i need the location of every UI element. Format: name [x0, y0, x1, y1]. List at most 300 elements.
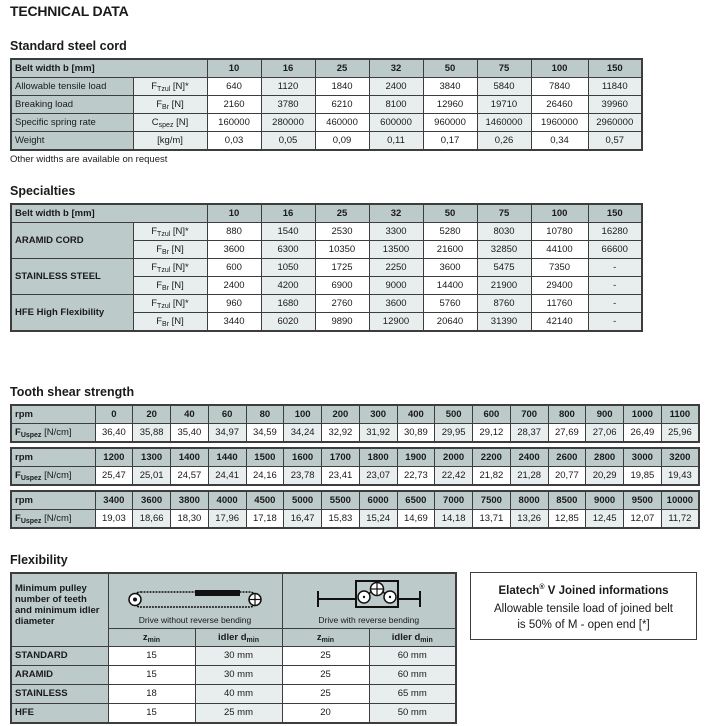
force-value: 25,96: [661, 424, 699, 443]
z-min-value-1: 15: [108, 665, 195, 684]
force-value: 19,03: [95, 510, 133, 529]
tooth-shear-table-2: [10, 447, 700, 486]
rpm-value: 2000: [435, 448, 473, 467]
width-header: 50: [423, 204, 477, 223]
value-cell: 11760: [531, 295, 588, 313]
force-value: 15,83: [322, 510, 360, 529]
force-row: [11, 424, 699, 443]
rpm-value: 3200: [661, 448, 699, 467]
row-label: Specific spring rate: [11, 114, 133, 132]
rpm-value: 2800: [586, 448, 624, 467]
value-cell: 10780: [531, 223, 588, 241]
rpm-value: 10000: [661, 491, 699, 510]
z-min-value-2: 20: [282, 703, 369, 723]
force-value: 24,41: [208, 467, 246, 486]
value-cell: 5760: [423, 295, 477, 313]
value-cell: 0,26: [477, 132, 531, 151]
value-cell: 3840: [423, 78, 477, 96]
row-symbol-symbol: F: [151, 298, 158, 309]
flexibility-row: [11, 684, 456, 703]
rpm-value: 800: [548, 405, 586, 424]
value-cell: 1960000: [531, 114, 588, 132]
force-symbol: F: [15, 470, 21, 481]
row-symbol-symbol: F: [151, 262, 158, 273]
row-symbol-unit: [N]*: [170, 298, 189, 309]
rpm-value: 4500: [246, 491, 284, 510]
value-cell: 2960000: [588, 114, 642, 132]
force-label: [11, 510, 95, 529]
rpm-value: 40: [171, 405, 209, 424]
row-symbol: [133, 132, 207, 151]
value-cell: 2760: [315, 295, 369, 313]
rpm-value: 200: [322, 405, 360, 424]
row-symbol-unit: [kg/m]: [157, 135, 183, 146]
drive-with-reverse-bending: [282, 573, 456, 628]
width-header: 150: [588, 59, 642, 78]
row-symbol: [133, 78, 207, 96]
value-cell: 6300: [261, 241, 315, 259]
z-min-header-2: $z_{min}$: [282, 628, 369, 646]
value-cell: 3600: [207, 241, 261, 259]
idler-dmin-value-2: 60 mm: [369, 665, 456, 684]
force-value: 23,07: [359, 467, 397, 486]
value-cell: 12960: [423, 96, 477, 114]
rpm-value: 1500: [246, 448, 284, 467]
table-row: [11, 223, 642, 241]
force-value: 19,85: [624, 467, 662, 486]
width-header: 150: [588, 204, 642, 223]
rpm-value: 9500: [624, 491, 662, 510]
flexibility-title: Flexibility: [10, 553, 68, 567]
row-symbol-unit: [N]: [173, 117, 189, 128]
row-symbol-subscript: spez: [158, 122, 174, 129]
value-cell: 880: [207, 223, 261, 241]
value-cell: 6210: [315, 96, 369, 114]
value-cell: 32850: [477, 241, 531, 259]
table-row: [11, 259, 642, 277]
rpm-label: rpm: [11, 448, 95, 467]
force-value: 27,06: [586, 424, 624, 443]
row-symbol-symbol: F: [151, 81, 158, 92]
force-value: 27,69: [548, 424, 586, 443]
force-value: 25,01: [133, 467, 171, 486]
row-symbol-unit: [N]*: [170, 81, 189, 92]
force-value: 23,78: [284, 467, 322, 486]
value-cell: 6900: [315, 277, 369, 295]
rpm-value: 100: [284, 405, 322, 424]
row-symbol-unit: [N]: [169, 244, 184, 255]
z-min-value-2: 25: [282, 665, 369, 684]
value-cell: 3440: [207, 313, 261, 332]
material-label: STAINLESS: [11, 684, 108, 703]
flexibility-row: [11, 665, 456, 684]
rpm-value: 5000: [284, 491, 322, 510]
row-label: Breaking load: [11, 96, 133, 114]
group-label: STAINLESS STEEL: [11, 259, 133, 295]
value-cell: 6020: [261, 313, 315, 332]
force-value: 14,69: [397, 510, 435, 529]
value-cell: -: [588, 295, 642, 313]
rpm-value: 2600: [548, 448, 586, 467]
tooth-shear-table-1: [10, 404, 700, 443]
value-cell: 10350: [315, 241, 369, 259]
force-value: 14,18: [435, 510, 473, 529]
table-row: [11, 78, 642, 96]
drive-with-reverse-bending-icon: [314, 579, 424, 611]
width-header: 50: [423, 59, 477, 78]
force-value: 34,97: [208, 424, 246, 443]
force-value: 22,42: [435, 467, 473, 486]
row-symbol-subscript: Tzul: [157, 267, 171, 274]
force-value: 20,77: [548, 467, 586, 486]
row-symbol-unit: [N]*: [170, 226, 189, 237]
value-cell: 2250: [369, 259, 423, 277]
flexibility-row: [11, 646, 456, 665]
rpm-value: 600: [473, 405, 511, 424]
rpm-value: 1600: [284, 448, 322, 467]
idler-dmin-value-1: 40 mm: [195, 684, 282, 703]
row-label: Allowable tensile load: [11, 78, 133, 96]
header-row: [11, 204, 642, 223]
value-cell: 7840: [531, 78, 588, 96]
rpm-value: 3000: [624, 448, 662, 467]
z-min-value-1: 15: [108, 703, 195, 723]
rpm-value: 4000: [208, 491, 246, 510]
force-unit: [N/cm]: [41, 470, 72, 481]
value-cell: 5280: [423, 223, 477, 241]
value-cell: 8760: [477, 295, 531, 313]
row-symbol-subscript: Tzul: [157, 303, 171, 310]
force-value: 24,57: [171, 467, 209, 486]
force-value: 20,29: [586, 467, 624, 486]
value-cell: 1725: [315, 259, 369, 277]
row-symbol-subscript: Br: [162, 321, 170, 328]
value-cell: 960: [207, 295, 261, 313]
row-symbol-unit: [N]: [169, 280, 184, 291]
value-cell: 1460000: [477, 114, 531, 132]
value-cell: 600000: [369, 114, 423, 132]
rpm-value: 1440: [208, 448, 246, 467]
specialties-title: Specialties: [10, 184, 76, 198]
rpm-row: [11, 448, 699, 467]
value-cell: 39960: [588, 96, 642, 114]
width-header: 25: [315, 204, 369, 223]
rpm-value: 1300: [133, 448, 171, 467]
value-cell: 1120: [261, 78, 315, 96]
value-cell: 1050: [261, 259, 315, 277]
force-subscript: Uspez: [20, 432, 42, 439]
value-cell: 9890: [315, 313, 369, 332]
row-symbol-subscript: Br: [162, 249, 170, 256]
rpm-label: rpm: [11, 405, 95, 424]
page-title: TECHNICAL DATA: [10, 3, 129, 19]
rpm-value: 3400: [95, 491, 133, 510]
value-cell: 13500: [369, 241, 423, 259]
rpm-value: 7000: [435, 491, 473, 510]
material-label: HFE: [11, 703, 108, 723]
value-cell: 1840: [315, 78, 369, 96]
value-cell: 3600: [369, 295, 423, 313]
force-unit: [N/cm]: [41, 427, 72, 438]
value-cell: -: [588, 259, 642, 277]
force-value: 13,26: [510, 510, 548, 529]
value-cell: 280000: [261, 114, 315, 132]
value-cell: 3300: [369, 223, 423, 241]
rpm-value: 500: [435, 405, 473, 424]
value-cell: 2160: [207, 96, 261, 114]
table-row: [11, 114, 642, 132]
width-header: 32: [369, 59, 423, 78]
force-value: 23,41: [322, 467, 360, 486]
drive-without-reverse-bending: [108, 573, 282, 628]
rpm-value: 6000: [359, 491, 397, 510]
value-cell: 640: [207, 78, 261, 96]
standard-steel-cord-table: [10, 58, 643, 151]
width-header: 32: [369, 204, 423, 223]
table-row: [11, 96, 642, 114]
row-symbol: [133, 241, 207, 259]
flexibility-row: [11, 703, 456, 723]
value-cell: 12900: [369, 313, 423, 332]
value-cell: 600: [207, 259, 261, 277]
row-symbol-symbol: C: [151, 117, 159, 128]
row-symbol: [133, 259, 207, 277]
rpm-value: 9000: [586, 491, 624, 510]
z-min-value-1: 18: [108, 684, 195, 703]
row-symbol-symbol: F: [156, 316, 163, 327]
width-header: 100: [531, 204, 588, 223]
value-cell: 5475: [477, 259, 531, 277]
force-value: 18,30: [171, 510, 209, 529]
tooth-shear-table-3: [10, 490, 700, 529]
value-cell: 3600: [423, 259, 477, 277]
force-value: 35,88: [133, 424, 171, 443]
force-label: [11, 424, 95, 443]
value-cell: 21600: [423, 241, 477, 259]
rpm-value: 400: [397, 405, 435, 424]
value-cell: 460000: [315, 114, 369, 132]
flexibility-row-header: Minimum pulley number of teeth and minimum idler diameter: [11, 573, 108, 646]
rpm-value: 0: [95, 405, 133, 424]
tooth-shear-title: Tooth shear strength: [10, 385, 135, 399]
table-row: [11, 295, 642, 313]
row-symbol: [133, 277, 207, 295]
drive-with-reverse-bending-label: Drive with reverse bending: [318, 614, 420, 625]
joined-info-box: [470, 572, 697, 640]
specialties-table: [10, 203, 643, 332]
row-label: Weight: [11, 132, 133, 151]
force-value: 12,85: [548, 510, 586, 529]
idler-dmin-value-2: 50 mm: [369, 703, 456, 723]
value-cell: 26460: [531, 96, 588, 114]
force-value: 15,24: [359, 510, 397, 529]
row-symbol-subscript: Tzul: [157, 86, 171, 93]
rpm-value: 1100: [661, 405, 699, 424]
joined-info-body: Allowable tensile load of joined belt is 50% of M - open end [*]: [493, 602, 673, 631]
force-subscript: Uspez: [20, 518, 42, 525]
idler-dmin-value-1: 25 mm: [195, 703, 282, 723]
rpm-value: 700: [510, 405, 548, 424]
force-value: 31,92: [359, 424, 397, 443]
width-header: 75: [477, 59, 531, 78]
force-value: 28,37: [510, 424, 548, 443]
rpm-value: 1000: [624, 405, 662, 424]
table-row: [11, 132, 642, 151]
force-value: 34,24: [284, 424, 322, 443]
idler-dmin-value-1: 30 mm: [195, 665, 282, 684]
row-symbol-symbol: F: [151, 226, 158, 237]
value-cell: 2400: [207, 277, 261, 295]
row-symbol-subscript: Br: [162, 104, 170, 111]
value-cell: 0,05: [261, 132, 315, 151]
row-symbol-subscript: Br: [162, 285, 170, 292]
rpm-value: 2400: [510, 448, 548, 467]
force-value: 13,71: [473, 510, 511, 529]
material-label: STANDARD: [11, 646, 108, 665]
value-cell: 0,57: [588, 132, 642, 151]
row-symbol-symbol: F: [156, 99, 163, 110]
value-cell: 21900: [477, 277, 531, 295]
row-symbol-unit: [N]: [169, 99, 184, 110]
value-cell: 16280: [588, 223, 642, 241]
width-header: 25: [315, 59, 369, 78]
rpm-value: 8000: [510, 491, 548, 510]
rpm-value: 6500: [397, 491, 435, 510]
row-symbol-unit: [N]: [169, 316, 184, 327]
force-value: 25,47: [95, 467, 133, 486]
rpm-value: 900: [586, 405, 624, 424]
standard-steel-cord-title: Standard steel cord: [10, 39, 127, 53]
width-header: 75: [477, 204, 531, 223]
force-subscript: Uspez: [20, 475, 42, 482]
force-value: 22,73: [397, 467, 435, 486]
row-symbol: [133, 223, 207, 241]
rpm-row: [11, 491, 699, 510]
force-value: 36,40: [95, 424, 133, 443]
rpm-value: 5500: [322, 491, 360, 510]
value-cell: 960000: [423, 114, 477, 132]
widths-note: Other widths are available on request: [10, 154, 168, 165]
force-value: 26,49: [624, 424, 662, 443]
force-value: 34,59: [246, 424, 284, 443]
force-value: 17,96: [208, 510, 246, 529]
force-row: [11, 510, 699, 529]
row-symbol-subscript: Tzul: [157, 231, 171, 238]
value-cell: -: [588, 277, 642, 295]
flexibility-table: [10, 572, 457, 724]
value-cell: 1540: [261, 223, 315, 241]
force-value: 35,40: [171, 424, 209, 443]
width-header: 10: [207, 59, 261, 78]
rpm-value: 1400: [171, 448, 209, 467]
value-cell: 29400: [531, 277, 588, 295]
force-value: 29,12: [473, 424, 511, 443]
width-header: 16: [261, 204, 315, 223]
force-value: 30,89: [397, 424, 435, 443]
rpm-value: 3800: [171, 491, 209, 510]
width-header: 100: [531, 59, 588, 78]
rpm-value: 60: [208, 405, 246, 424]
force-label: [11, 467, 95, 486]
value-cell: 2400: [369, 78, 423, 96]
force-value: 24,16: [246, 467, 284, 486]
rpm-value: 1700: [322, 448, 360, 467]
belt-width-header: Belt width b [mm]: [11, 204, 207, 223]
value-cell: 160000: [207, 114, 261, 132]
force-value: 32,92: [322, 424, 360, 443]
header-row: [11, 59, 642, 78]
value-cell: 2530: [315, 223, 369, 241]
force-value: 29,95: [435, 424, 473, 443]
row-symbol: [133, 96, 207, 114]
rpm-value: 3600: [133, 491, 171, 510]
rpm-value: 20: [133, 405, 171, 424]
row-symbol-symbol: F: [156, 244, 163, 255]
force-value: 21,82: [473, 467, 511, 486]
force-value: 16,47: [284, 510, 322, 529]
value-cell: 31390: [477, 313, 531, 332]
rpm-value: 8500: [548, 491, 586, 510]
rpm-value: 80: [246, 405, 284, 424]
z-min-value-2: 25: [282, 684, 369, 703]
rpm-value: 7500: [473, 491, 511, 510]
z-min-header-1: $z_{min}$: [108, 628, 195, 646]
value-cell: 0,34: [531, 132, 588, 151]
row-symbol-unit: [N]*: [170, 262, 189, 273]
idler-dmin-value-2: 60 mm: [369, 646, 456, 665]
value-cell: 9000: [369, 277, 423, 295]
force-value: 11,72: [661, 510, 699, 529]
force-value: 17,18: [246, 510, 284, 529]
force-row: [11, 467, 699, 486]
rpm-value: 1800: [359, 448, 397, 467]
material-label: ARAMID: [11, 665, 108, 684]
row-symbol: [133, 114, 207, 132]
value-cell: 11840: [588, 78, 642, 96]
force-symbol: F: [15, 513, 21, 524]
idler-dmin-value-2: 65 mm: [369, 684, 456, 703]
value-cell: 1680: [261, 295, 315, 313]
value-cell: 0,17: [423, 132, 477, 151]
rpm-value: 1900: [397, 448, 435, 467]
idler-dmin-header-1: idler $d_{min}$: [195, 628, 282, 646]
drive-without-reverse-bending-label: Drive without reverse bending: [138, 614, 252, 625]
joined-info-title: Elatech® V Joined informations: [498, 584, 669, 597]
value-cell: 8030: [477, 223, 531, 241]
value-cell: 14400: [423, 277, 477, 295]
group-label: HFE High Flexibility: [11, 295, 133, 332]
rpm-value: 2200: [473, 448, 511, 467]
value-cell: 7350: [531, 259, 588, 277]
value-cell: 42140: [531, 313, 588, 332]
value-cell: 8100: [369, 96, 423, 114]
value-cell: 66600: [588, 241, 642, 259]
value-cell: 19710: [477, 96, 531, 114]
row-symbol: [133, 295, 207, 313]
value-cell: 0,03: [207, 132, 261, 151]
group-label: ARAMID CORD: [11, 223, 133, 259]
value-cell: 4200: [261, 277, 315, 295]
value-cell: 44100: [531, 241, 588, 259]
force-value: 12,07: [624, 510, 662, 529]
idler-dmin-value-1: 30 mm: [195, 646, 282, 665]
force-value: 19,43: [661, 467, 699, 486]
rpm-value: 300: [359, 405, 397, 424]
force-unit: [N/cm]: [41, 513, 72, 524]
idler-dmin-header-2: idler $d_{min}$: [369, 628, 456, 646]
value-cell: -: [588, 313, 642, 332]
rpm-value: 1200: [95, 448, 133, 467]
